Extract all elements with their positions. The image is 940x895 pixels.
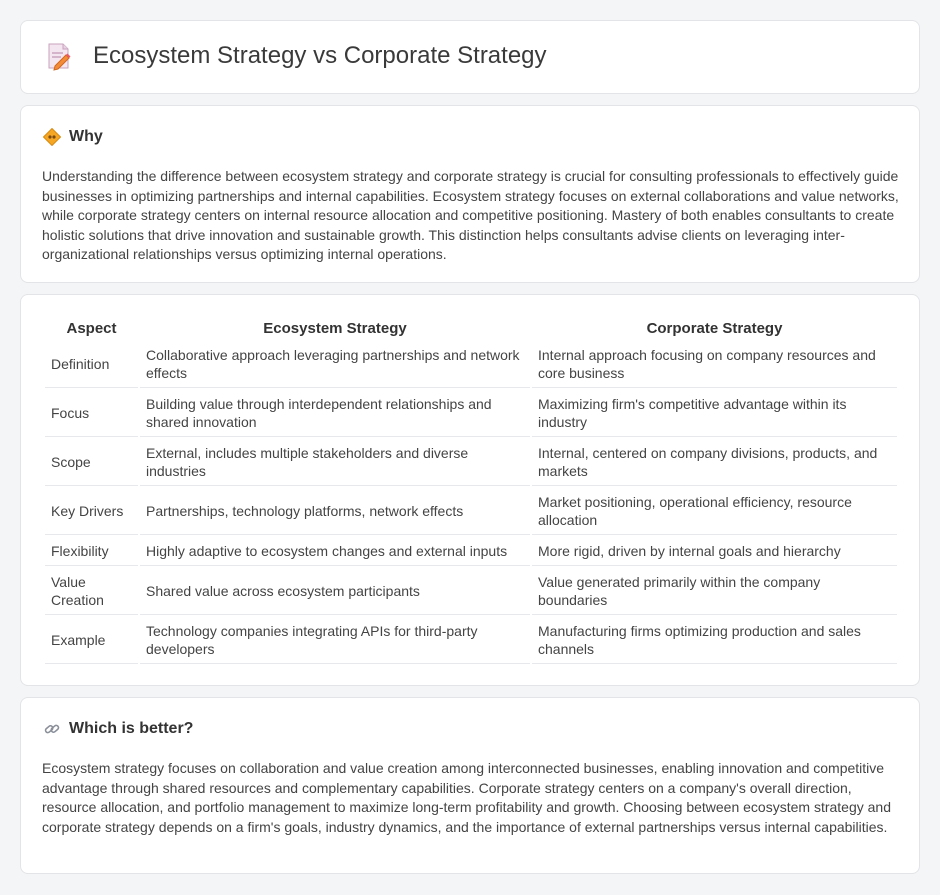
comparison-section <box>20 294 920 686</box>
row-ecosystem: Technology companies integrating APIs for third-party developers <box>140 617 530 664</box>
row-ecosystem: Collaborative approach leveraging partnerships and network effects <box>140 341 530 388</box>
row-ecosystem: Partnerships, technology platforms, network effects <box>140 488 530 535</box>
row-aspect: Key Drivers <box>45 488 138 535</box>
row-aspect: Flexibility <box>45 537 138 566</box>
row-corporate: Market positioning, operational efficiency, resource allocation <box>532 488 897 535</box>
row-aspect: Value Creation <box>45 568 138 615</box>
row-ecosystem: Building value through interdependent relationships and shared innovation <box>140 390 530 437</box>
link-icon <box>43 720 61 738</box>
comparison-table <box>43 315 899 666</box>
header-corporate: Corporate Strategy <box>646 319 783 337</box>
row-corporate: Maximizing firm's competitive advantage within its industry <box>532 390 897 437</box>
table-row <box>45 341 897 388</box>
table-row <box>45 390 897 437</box>
row-aspect: Scope <box>45 439 138 486</box>
table-row <box>45 537 897 566</box>
table-row <box>45 439 897 486</box>
row-corporate: Manufacturing firms optimizing production and sales channels <box>532 617 897 664</box>
which-is-better-title: Which is better? <box>69 720 194 737</box>
why-text: Understanding the difference between ecosystem strategy and corporate strategy is crucial for consulting professionals to effectively guide businesses in optimizing partnerships and internal capabilities. Ecosystem strategy focuses on external collaborations and value networks, while corporate strategy centers on internal resource allocation and competitive positioning. Mastery of both enables consultants to create holistic solutions that drive innovation and sustainable growth. This distinction helps consultants advise clients on leveraging inter-organizational relationships versus optimizing internal operations. <box>42 168 899 262</box>
row-aspect: Focus <box>45 390 138 437</box>
header-card <box>20 20 920 94</box>
why-section <box>20 105 920 283</box>
row-corporate: More rigid, driven by internal goals and hierarchy <box>532 537 897 566</box>
diamond-sign-icon <box>43 128 61 146</box>
page-title: Ecosystem Strategy vs Corporate Strategy <box>93 42 547 69</box>
row-corporate: Internal, centered on company divisions, products, and markets <box>532 439 897 486</box>
row-ecosystem: External, includes multiple stakeholders and diverse industries <box>140 439 530 486</box>
row-aspect: Definition <box>45 341 138 388</box>
table-row <box>45 488 897 535</box>
row-ecosystem: Highly adaptive to ecosystem changes and external inputs <box>140 537 530 566</box>
table-row <box>45 568 897 615</box>
why-title: Why <box>69 128 103 145</box>
row-ecosystem: Shared value across ecosystem participants <box>140 568 530 615</box>
header-ecosystem: Ecosystem Strategy <box>263 319 407 337</box>
header-aspect: Aspect <box>66 319 117 337</box>
which-is-better-text: Ecosystem strategy focuses on collaboration and value creation among interconnected businesses, enabling innovation and competitive advantage through shared resources and complementary capabilities. Corporate strategy centers on a company's overall direction, resource allocation, and portfolio management to maximize long-term profitability and growth. Choosing between ecosystem strategy and corporate strategy depends on a firm's goals, industry dynamics, and the importance of external partnerships versus internal capabilities. <box>42 760 891 835</box>
row-corporate: Internal approach focusing on company resources and core business <box>532 341 897 388</box>
table-header-row <box>45 317 897 339</box>
row-corporate: Value generated primarily within the company boundaries <box>532 568 897 615</box>
row-aspect: Example <box>45 617 138 664</box>
table-row <box>45 617 897 664</box>
which-is-better-section <box>20 697 920 874</box>
document-edit-icon <box>45 41 73 71</box>
